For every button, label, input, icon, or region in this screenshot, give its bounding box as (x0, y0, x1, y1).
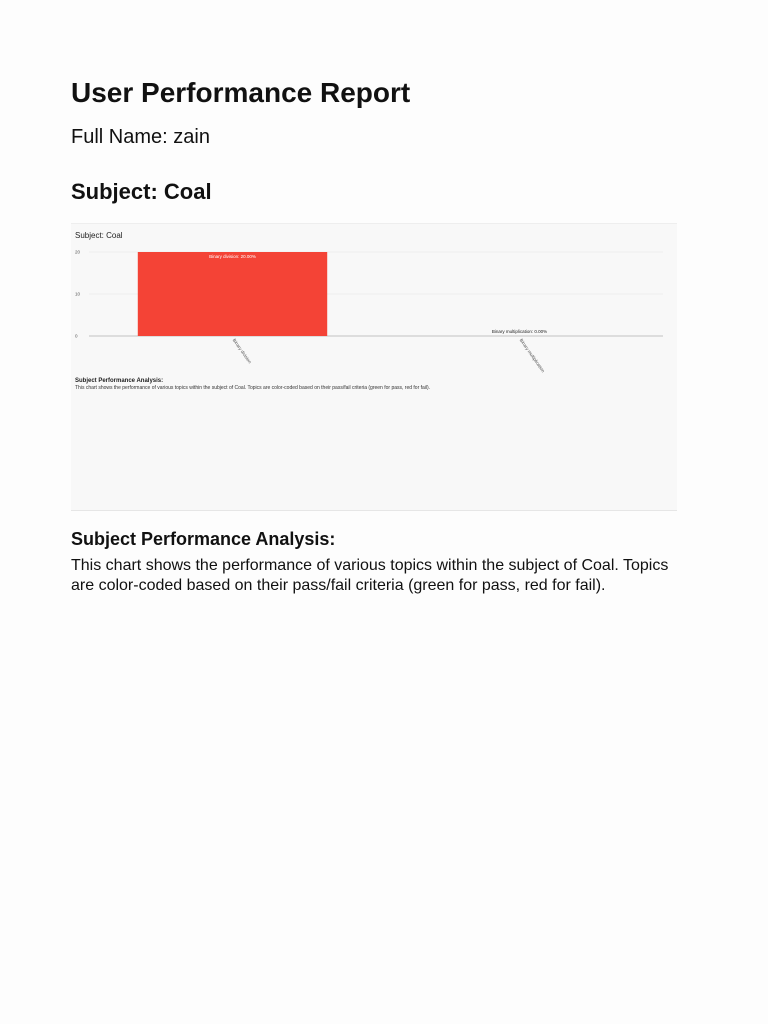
analysis-text: This chart shows the performance of various topics within the subject of Coal. Topics are color-coded based on their pass/fail criteria (green for pass, red for fail). (71, 557, 669, 594)
subject-heading: Subject: Coal (71, 179, 212, 204)
analysis-heading: Subject Performance Analysis: (71, 529, 336, 549)
report-title: User Performance Report (71, 77, 411, 108)
x-tick-label: Binary multiplication (518, 337, 546, 374)
chart-title: Subject: Coal (75, 231, 123, 240)
y-tick-label: 20 (75, 249, 81, 255)
subject-chart (71, 223, 677, 511)
bar-chart-svg (71, 224, 677, 374)
y-tick-label: 0 (75, 333, 78, 339)
full-name-line: Full Name: zain (71, 126, 210, 148)
y-tick-label: 10 (75, 291, 81, 297)
chart-analysis-text: This chart shows the performance of various topics within the subject of Coal. Topics are color-coded based on their pass/fail criteria (green for pass, red for fail). (75, 385, 431, 391)
data-label: Binary division: 20.00% (209, 254, 256, 259)
x-tick-label: Binary division (231, 337, 253, 365)
bar (138, 252, 327, 336)
data-label: Binary multiplication: 0.00% (491, 329, 548, 334)
chart-analysis-block (75, 377, 665, 392)
chart-analysis-title: Subject Performance Analysis: (75, 378, 164, 384)
